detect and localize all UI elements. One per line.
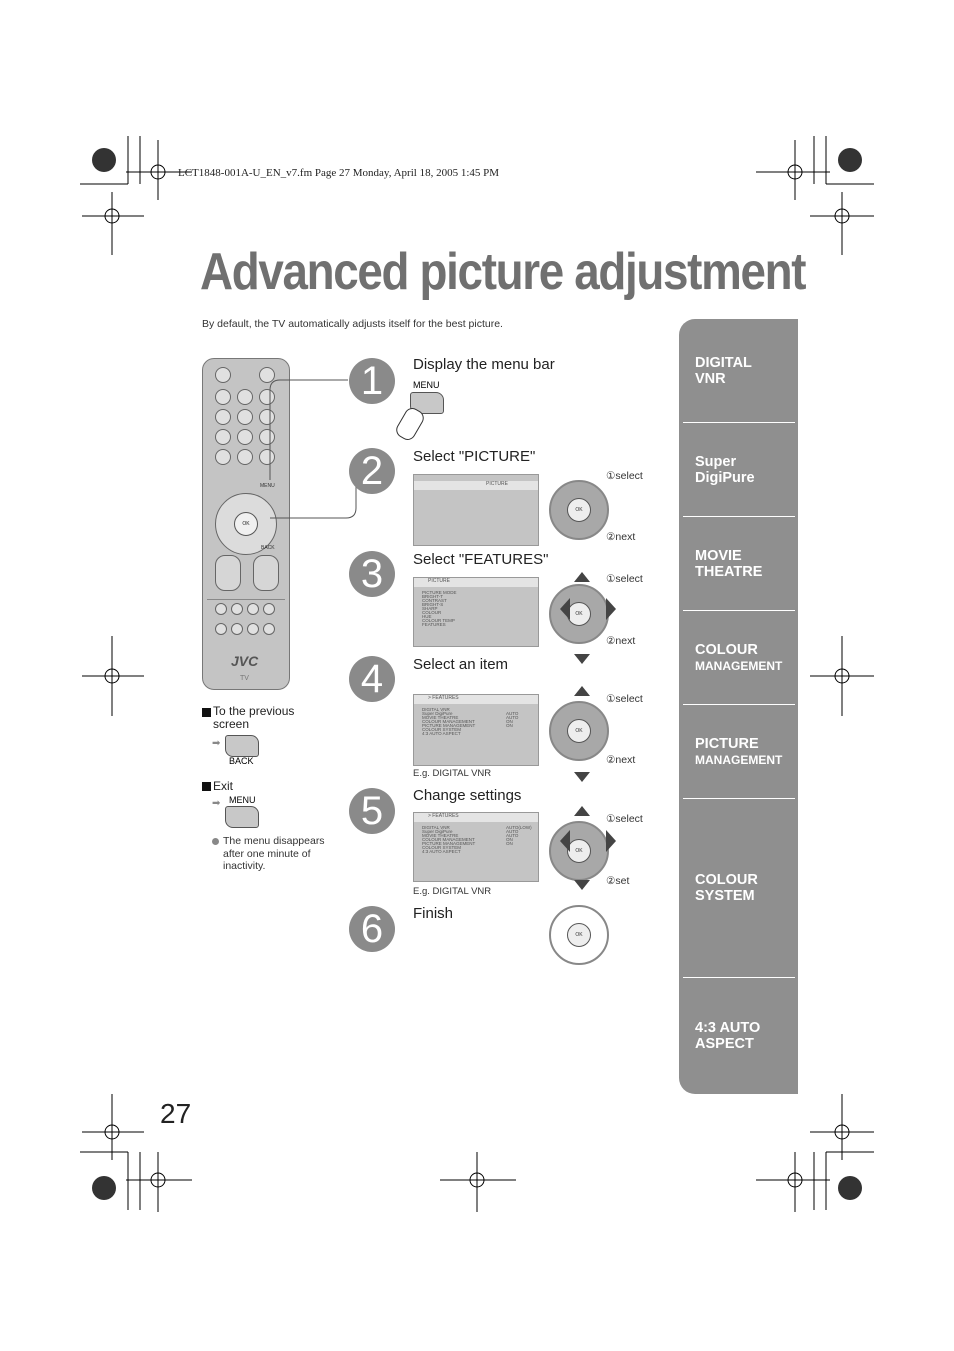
menu-row: Super DigiPure AUTO — [422, 711, 519, 716]
menu-row: DIGITAL VNR AUTO(LOW) — [422, 825, 532, 830]
file-header: LCT1848-001A-U_EN_v7.fm Page 27 Monday, April 18, 2005 1:45 PM — [178, 167, 500, 179]
menu-row: PICTURE MODE — [422, 590, 457, 595]
features-menu-screen — [413, 694, 539, 766]
intro-text: By default, the TV automatically adjusts itself for the best picture. — [202, 318, 503, 330]
screen-title: > FEATURES — [414, 695, 538, 704]
step-5-label: Change settings — [413, 787, 522, 804]
arrow-icon: ➡ — [212, 738, 221, 749]
step-4-next: ②next — [606, 754, 636, 766]
prev-note-title: To the previous screen — [213, 704, 295, 731]
sidebar-item-movie-theatre: MOVIE THEATRE — [695, 548, 763, 580]
menu-row: SHARP — [422, 606, 438, 611]
step-6-number: 6 — [349, 906, 395, 952]
menu-row: BRIGHT-T — [422, 594, 443, 599]
step-5-select: ①select — [606, 813, 643, 825]
menu-key-label-2: MENU — [229, 795, 256, 805]
sidebar-item-auto-aspect: 4:3 AUTO ASPECT — [695, 1020, 761, 1052]
menu-row: FEATURES — [422, 622, 446, 627]
pad-ok-button[interactable]: OK — [567, 602, 591, 626]
step-5-set: ②set — [606, 875, 630, 887]
screen-title: > FEATURES — [414, 813, 538, 822]
sidebar-item-colour-system: COLOUR SYSTEM — [695, 872, 758, 904]
back-key-label: BACK — [229, 756, 254, 766]
step-4-label: Select an item — [413, 656, 509, 673]
sidebar-item-digital-vnr: DIGITAL VNR — [695, 355, 752, 387]
sidebar-item-picture-management: PICTURE MANAGEMENT — [695, 736, 783, 767]
step-3-label: Select "FEATURES" — [413, 551, 549, 568]
menu-row: COLOUR MANAGEMENT ON — [422, 837, 513, 842]
sidebar-item-super-digipure: Super DigiPure — [695, 454, 755, 486]
step-6-label: Finish — [413, 905, 454, 922]
menu-row: MOVIE THEATRE AUTO — [422, 833, 519, 838]
menu-row: COLOUR MANAGEMENT ON — [422, 719, 513, 724]
page-number: 27 — [160, 1098, 192, 1129]
picture-menu-screen — [413, 474, 539, 546]
sidebar-item-colour-management: COLOUR MANAGEMENT — [695, 642, 783, 673]
remote-menu-label: MENU — [260, 483, 275, 489]
step-3-next: ②next — [606, 635, 636, 647]
sidebar-edge-line — [797, 319, 805, 1094]
screen-tab-picture: PICTURE — [414, 481, 538, 490]
features-settings-screen — [413, 812, 539, 882]
pad-ok-button[interactable]: OK — [567, 839, 591, 863]
menu-row: PICTURE MANAGEMENT ON — [422, 841, 513, 846]
menu-row: CONTRAST — [422, 598, 447, 603]
screen-title: PICTURE — [414, 578, 538, 587]
menu-key-label: MENU — [413, 380, 440, 390]
menu-row: 4:3 AUTO ASPECT — [422, 849, 461, 854]
step-1-number: 1 — [349, 358, 395, 404]
pad-arrows — [530, 470, 630, 900]
menu-row: Super DigiPure AUTO — [422, 829, 519, 834]
bullet-note: The menu disappears after one minute of inactivity. — [223, 835, 325, 872]
menu-row: DIGITAL VNR — [422, 707, 450, 712]
step-2-number: 2 — [349, 448, 395, 494]
direction-pad — [549, 905, 609, 965]
remote-tv-label: TV — [240, 675, 249, 682]
jvc-logo: JVC — [231, 653, 259, 669]
pad-ok-button[interactable]: OK — [567, 923, 591, 947]
menu-row: MOVIE THEATRE AUTO — [422, 715, 519, 720]
step-3-select: ①select — [606, 573, 643, 585]
step-4-select: ①select — [606, 693, 643, 705]
menu-row: COLOUR SYSTEM — [422, 845, 462, 850]
step-2-select: ①select — [606, 470, 643, 482]
step-1-label: Display the menu bar — [413, 356, 555, 373]
menu-row: COLOUR SYSTEM — [422, 727, 462, 732]
menu-row: HUE — [422, 614, 432, 619]
step-4-caption: E.g. DIGITAL VNR — [413, 768, 492, 779]
prev-square-bullet — [202, 708, 211, 717]
step-4-number: 4 — [349, 656, 395, 702]
page-title: Advanced picture adjustment — [200, 243, 806, 301]
menu-row: COLOUR TEMP — [422, 618, 455, 623]
menu-row: PICTURE MANAGEMENT ON — [422, 723, 513, 728]
step-5-number: 5 — [349, 788, 395, 834]
remote-back-label: BACK — [261, 545, 275, 551]
back-key-icon — [225, 735, 259, 757]
menu-row: BRIGHT-S — [422, 602, 444, 607]
exit-note-title: Exit — [213, 779, 234, 793]
pad-ok-button[interactable]: OK — [567, 498, 591, 522]
step-2-label: Select "PICTURE" — [413, 448, 536, 465]
exit-square-bullet — [202, 782, 211, 791]
remote-ok-button[interactable]: OK — [234, 512, 258, 536]
step-5-caption: E.g. DIGITAL VNR — [413, 886, 492, 897]
round-bullet — [212, 838, 219, 845]
menu-row: COLOUR — [422, 610, 442, 615]
step-3-number: 3 — [349, 551, 395, 597]
pad-ok-button[interactable]: OK — [567, 719, 591, 743]
menu-row: 4:3 AUTO ASPECT — [422, 731, 461, 736]
step-2-next: ②next — [606, 531, 636, 543]
menu-key-icon-2 — [225, 806, 259, 828]
arrow-icon: ➡ — [212, 798, 221, 809]
picture-submenu-screen — [413, 577, 539, 647]
